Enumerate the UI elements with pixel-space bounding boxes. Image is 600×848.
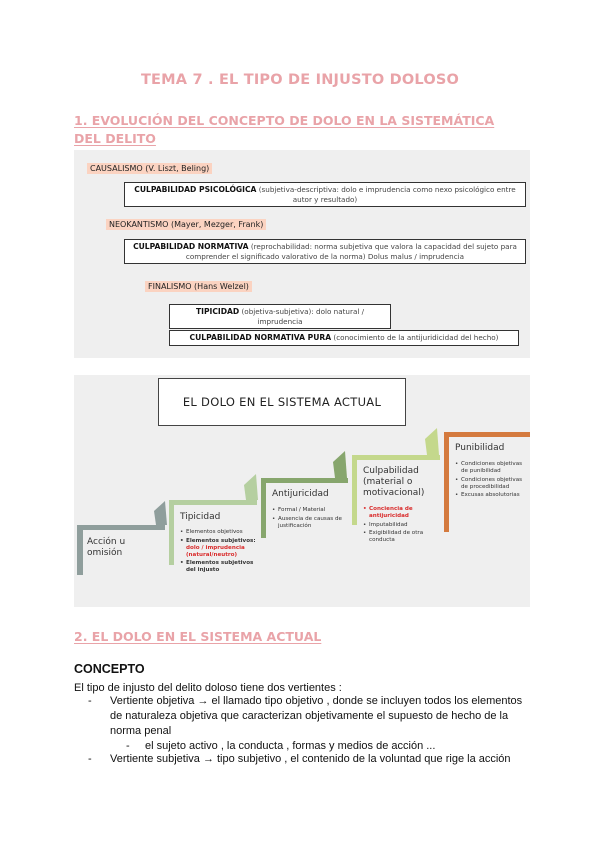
step-accion-label: Acción u omisión: [87, 537, 126, 558]
step-punibilidad-label: Punibilidad: [455, 443, 505, 453]
culpabilidad-pura-box: [169, 330, 519, 346]
step-accion-top: [77, 525, 165, 530]
step-culpabilidad-left: [352, 455, 357, 525]
intro-paragraph: El tipo de injusto del delito doloso tiene dos vertientes :: [74, 682, 342, 694]
step-accion-arrow: [154, 501, 167, 525]
step-tipicidad-label: Tipicidad: [180, 512, 221, 522]
list-item: • Excusas absolutorias: [455, 492, 523, 499]
list-item: • Conciencia de antijuricidad: [363, 506, 437, 520]
section-2-heading: 2. EL DOLO EN EL SISTEMA ACTUAL: [74, 629, 322, 644]
step-antijuricidad-arrow: [333, 451, 347, 478]
culpabilidad-psicologica-desc: (subjetiva-descriptiva: dolo e imprudencia como nexo psicológico entre autor y resultado): [256, 185, 516, 204]
finalismo-label: FINALISMO (Hans Welzel): [145, 281, 252, 292]
neokantismo-label: NEOKANTISMO (Mayer, Mezger, Frank): [106, 219, 266, 230]
step-antijuricidad-label: Antijuricidad: [272, 489, 329, 499]
list-item: • Formal / Material: [272, 507, 346, 514]
step-punibilidad-left: [444, 432, 449, 532]
list-item: • Condiciones objetivas de punibilidad: [455, 461, 523, 475]
bullet-dash: -: [88, 753, 92, 765]
tipicidad-box: [169, 304, 391, 329]
page-title: TEMA 7 . EL TIPO DE INJUSTO DOLOSO: [140, 72, 460, 88]
culpabilidad-normativa-desc: (reprochabilidad: norma subjetiva que valora la capacidad del sujeto para comprender el significado valorativo de la norma) Dolus malus / imprudencia: [185, 242, 517, 261]
sub-item-sujeto: el sujeto activo , la conducta , formas y medios de acción ...: [145, 740, 436, 752]
culpabilidad-psicologica-box: [124, 182, 526, 207]
list-item: • Elementos objetivos: [180, 529, 256, 536]
list-item-subjetiva: Vertiente subjetiva → tipo subjetivo , el contenido de la voluntad que rige la acción: [110, 753, 511, 765]
list-item: • Ausencia de causas de justificación: [272, 516, 346, 530]
tipicidad-desc: (objetiva-subjetiva): dolo natural / imprudencia: [239, 307, 365, 326]
step-culpabilidad-label: Culpabilidad (material o motivacional): [363, 466, 425, 498]
staircase-diagram: [74, 375, 530, 607]
list-item: • Exigibilidad de otra conducta: [363, 530, 437, 544]
step-culpabilidad-top: [352, 455, 440, 460]
bullet-dash: -: [126, 740, 130, 752]
culpabilidad-psicologica-term: CULPABILIDAD PSICOLÓGICA: [134, 185, 257, 194]
step-punibilidad-list: [455, 461, 523, 501]
tipicidad-term: TIPICIDAD: [195, 307, 240, 316]
list-item-objetiva: Vertiente objetiva → el llamado tipo objetivo , donde se incluyen todos los elementos de naturaleza objetiva que caracterizan objetivamente el supuesto de hecho de la norma penal: [110, 695, 523, 737]
culpabilidad-normativa-term: CULPABILIDAD NORMATIVA: [133, 242, 249, 251]
step-tipicidad-list: [180, 529, 256, 576]
step-tipicidad-left: [169, 500, 174, 565]
section-1-heading: 1. EVOLUCIÓN DEL CONCEPTO DE DOLO EN LA SISTEMÁTICA DEL DELITO: [74, 113, 495, 146]
list-item: • Elementos subjetivos del injusto: [180, 560, 256, 574]
staircase-title: EL DOLO EN EL SISTEMA ACTUAL: [158, 378, 406, 426]
culpabilidad-pura-term: CULPABILIDAD NORMATIVA PURA: [189, 333, 332, 342]
list-item: • Condiciones objetivas de procedibilidad: [455, 477, 523, 491]
step-culpabilidad-arrow: [425, 428, 439, 455]
evolution-diagram: [74, 150, 530, 358]
step-tipicidad-arrow: [244, 474, 258, 500]
step-accion-shape: [77, 525, 83, 575]
step-tipicidad-top: [169, 500, 257, 505]
causalismo-label: CAUSALISMO (V. Liszt, Beling): [87, 163, 212, 174]
list-item: • Imputabilidad: [363, 522, 437, 529]
step-culpabilidad-list: [363, 506, 437, 546]
step-antijuricidad-top: [261, 478, 348, 483]
list-item: • Elementos subjetivos: dolo / imprudencia (natural/neutro): [180, 538, 256, 559]
step-antijuricidad-list: [272, 507, 346, 531]
culpabilidad-normativa-box: [124, 239, 526, 264]
step-punibilidad-top: [444, 432, 530, 437]
bullet-dash: -: [88, 695, 92, 707]
concepto-heading: CONCEPTO: [74, 662, 145, 676]
step-antijuricidad-left: [261, 478, 266, 538]
culpabilidad-pura-desc: (conocimiento de la antijuridicidad del hecho): [331, 333, 499, 342]
